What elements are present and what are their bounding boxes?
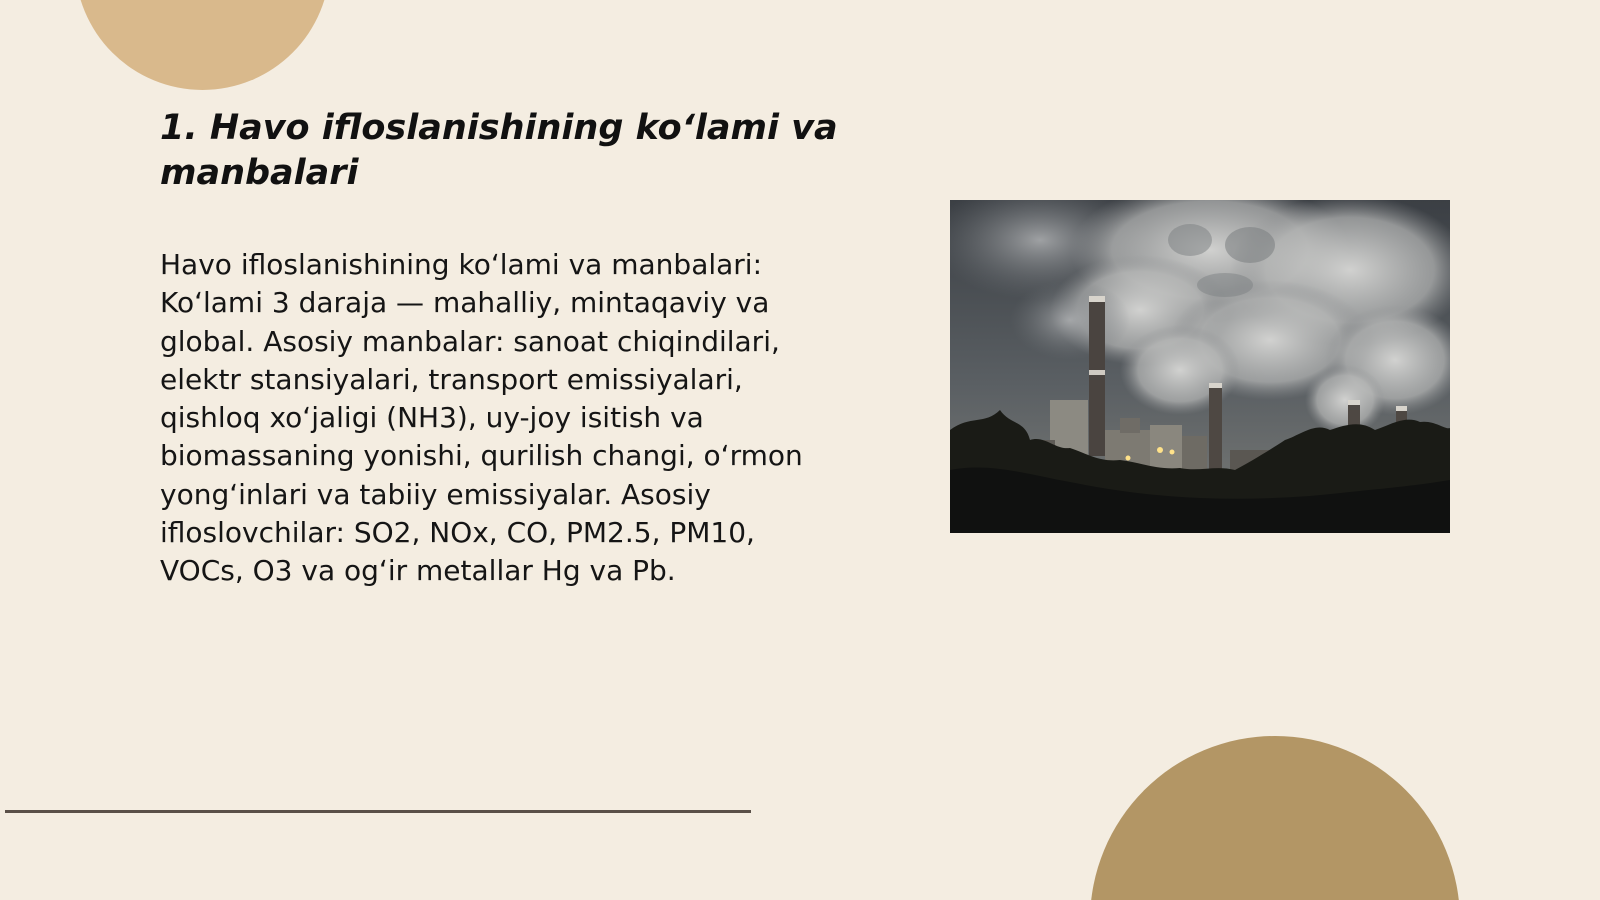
power-plant-smokestacks-photo bbox=[950, 200, 1450, 533]
decorative-circle-top bbox=[75, 0, 330, 90]
photo-illustration bbox=[950, 200, 1450, 533]
slide-title: 1. Havo ifloslanishining koʻlami va manbalari bbox=[160, 108, 838, 193]
slide-body-text: Havo ifloslanishining koʻlami va manbalari: Koʻlami 3 daraja — mahalliy, mintaqaviy va global. Asosiy manbalar: sanoat chiqindilari, elektr stansiyalari, transport emissiyalari, qishloq xoʻjaligi (NH3), uy-joy isitish va biomassaning yonishi, qurilish changi, oʻrmon yongʻinlari va tabiiy emissiyalar. Asosiy ifloslovchilar: SO2, NOx, CO, PM2.5, PM10, VOCs, O3 va ogʻir metallar Hg va Pb. bbox=[160, 248, 803, 588]
decorative-circle-bottom bbox=[1090, 736, 1460, 900]
divider-line bbox=[5, 810, 751, 813]
